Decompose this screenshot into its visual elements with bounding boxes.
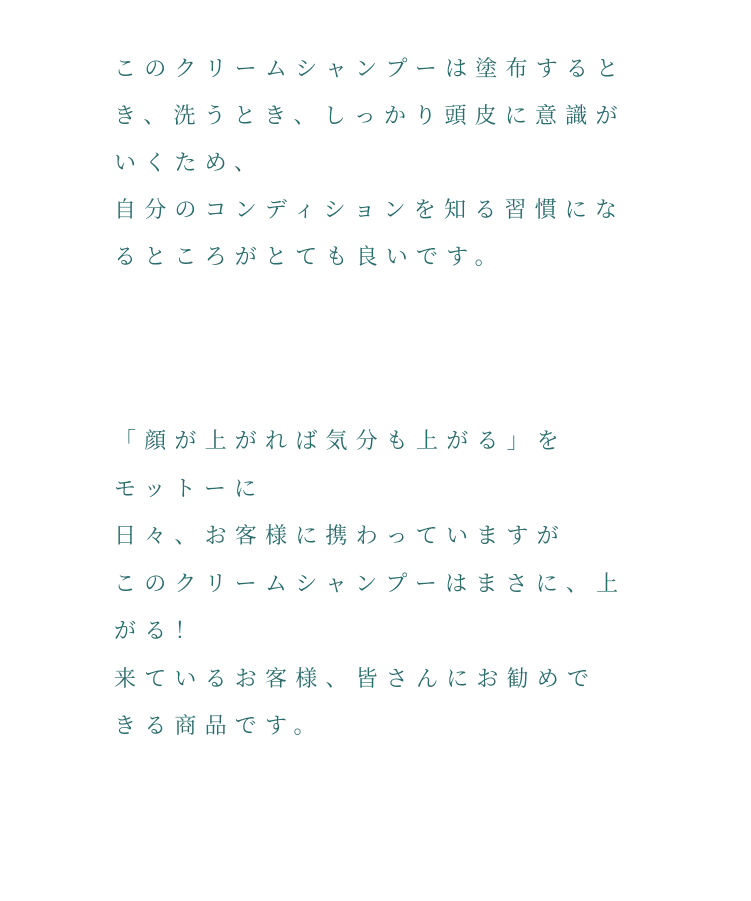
paragraph-2-line-5: がる！ (114, 619, 205, 644)
paragraph-1-line-2: き、洗うとき、しっかり頭皮に意識が (114, 104, 626, 129)
paragraph-2 (114, 418, 714, 751)
paragraph-2-line-6: 来ているお客様、皆さんにお勧めで (114, 666, 598, 692)
paragraph-1-line-5: るところがとても良いです。 (114, 245, 505, 270)
paragraph-1-line-1: このクリームシャンプーは塗布すると (114, 57, 627, 82)
paragraph-2-line-3: 日々、お客様に携わっていますが (114, 524, 567, 549)
paragraph-1-line-3: いくため、 (114, 151, 265, 176)
paragraph-1-line-4: 自分のコンディションを知る習慣にな (114, 198, 626, 223)
paragraph-2-line-7: きる商品です。 (114, 714, 324, 739)
paragraph-2-line-2: モットーに (114, 476, 265, 502)
paragraph-2-line-4: このクリームシャンプーはまさに、上 (114, 571, 627, 597)
paragraph-1 (114, 46, 714, 281)
paragraph-2-line-1: 「顔が上がれば気分も上がる」を (114, 429, 568, 454)
